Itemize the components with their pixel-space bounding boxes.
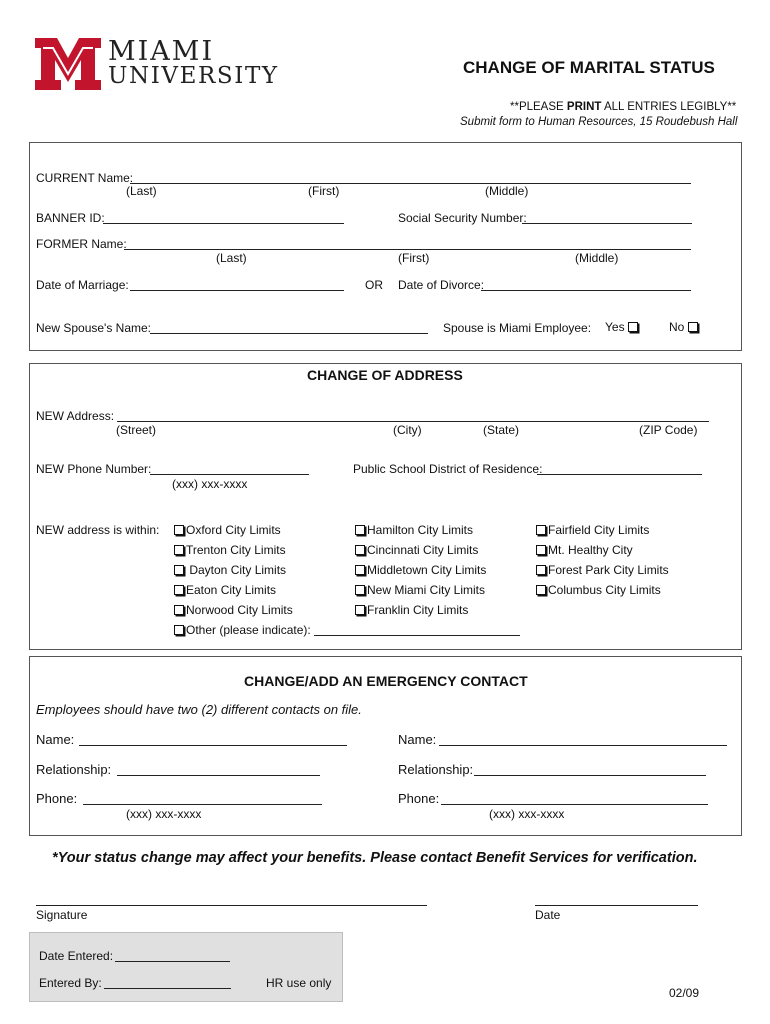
hr-use-only-box [29,932,343,1002]
spouse-employee-no[interactable]: No [669,320,700,334]
current-middle-label: (Middle) [485,184,529,198]
checkbox[interactable] [536,565,546,575]
checkbox[interactable] [174,585,184,595]
contact2-phone-format: (xxx) xxx-xxxx [489,807,565,821]
yes-checkbox[interactable] [628,322,638,332]
no-checkbox[interactable] [688,322,698,332]
form-title: CHANGE OF MARITAL STATUS [463,58,715,77]
city-option[interactable]: Franklin City Limits [355,603,468,617]
new-spouse-field[interactable] [150,333,428,334]
checkbox[interactable] [174,625,184,635]
banner-id-label: BANNER ID: [36,211,105,225]
former-last-label: (Last) [216,251,247,265]
form-version: 02/09 [669,986,700,1000]
checkbox[interactable] [174,565,184,575]
address-within-label: NEW address is within: [36,523,160,537]
new-phone-label: NEW Phone Number: [36,462,152,476]
benefits-warning: *Your status change may affect your benefits. Please contact Benefit Services for verification. [52,850,698,866]
contact2-phone-field[interactable] [441,804,708,805]
city-option[interactable]: Hamilton City Limits [355,523,473,537]
former-first-label: (First) [398,251,430,265]
or-label: OR [365,278,383,292]
contact2-name-label: Name: [398,732,437,747]
city-option[interactable]: Norwood City Limits [174,603,293,617]
emergency-note: Employees should have two (2) different contacts on file. [36,702,362,717]
date-of-divorce-field[interactable] [481,290,691,291]
date-of-marriage-label: Date of Marriage: [36,278,129,292]
print-instruction: **PLEASE PRINT ALL ENTRIES LEGIBLY** [510,101,737,113]
contact2-phone-label: Phone: [398,791,440,806]
school-district-field[interactable] [537,474,702,475]
current-name-field[interactable] [130,183,691,184]
checkbox[interactable] [355,605,365,615]
checkbox[interactable] [355,565,365,575]
city-option[interactable]: New Miami City Limits [355,583,485,597]
checkbox[interactable] [536,585,546,595]
contact1-relationship-field[interactable] [117,775,320,776]
logo-text-miami: MIAMI [108,36,215,67]
hr-use-only-label: HR use only [266,976,332,990]
checkbox[interactable] [536,525,546,535]
spouse-employee-label: Spouse is Miami Employee: [443,321,592,335]
new-address-label: NEW Address: [36,409,115,423]
entered-by-label: Entered By: [39,976,102,990]
contact1-phone-field[interactable] [83,804,322,805]
current-last-label: (Last) [126,184,157,198]
contact1-phone-label: Phone: [36,791,78,806]
city-option[interactable]: Middletown City Limits [355,563,486,577]
new-address-field[interactable] [117,421,709,422]
spouse-employee-yes[interactable]: Yes [605,320,640,334]
signature-field[interactable] [36,905,427,906]
ssn-field[interactable] [522,223,692,224]
date-label: Date [535,908,561,922]
city-option[interactable]: Dayton City Limits [174,563,286,577]
contact1-relationship-label: Relationship: [36,762,112,777]
contact1-phone-format: (xxx) xxx-xxxx [126,807,202,821]
contact1-name-field[interactable] [79,745,347,746]
street-label: (Street) [116,423,157,437]
date-entered-field[interactable] [115,961,230,962]
new-phone-field[interactable] [150,474,309,475]
state-label: (State) [483,423,520,437]
zip-label: (ZIP Code) [639,423,698,437]
banner-id-field[interactable] [103,223,344,224]
city-option[interactable]: Trenton City Limits [174,543,286,557]
date-of-marriage-field[interactable] [130,290,344,291]
miami-m-logo-icon [35,38,101,90]
city-option[interactable]: Columbus City Limits [536,583,661,597]
logo-text-university: UNIVERSITY [108,63,279,89]
city-option[interactable]: Fairfield City Limits [536,523,649,537]
new-phone-format: (xxx) xxx-xxxx [172,477,248,491]
submit-instruction: Submit form to Human Resources, 15 Roudebush Hall [460,116,738,128]
contact2-relationship-label: Relationship: [398,762,474,777]
contact2-name-field[interactable] [439,745,727,746]
ssn-label: Social Security Number: [398,211,527,225]
checkbox[interactable] [174,605,184,615]
current-first-label: (First) [308,184,340,198]
new-spouse-label: New Spouse's Name: [36,321,152,335]
address-section-title: CHANGE OF ADDRESS [307,367,463,383]
other-field[interactable] [314,635,520,636]
checkbox[interactable] [174,525,184,535]
former-middle-label: (Middle) [575,251,619,265]
city-option[interactable]: Mt. Healthy City [536,543,633,557]
date-of-divorce-label: Date of Divorce: [398,278,485,292]
date-entered-label: Date Entered: [39,949,114,963]
former-name-field[interactable] [124,249,691,250]
city-option[interactable]: Oxford City Limits [174,523,281,537]
signature-label: Signature [36,908,88,922]
city-option[interactable]: Forest Park City Limits [536,563,669,577]
entered-by-field[interactable] [104,988,231,989]
city-option[interactable]: Eaton City Limits [174,583,276,597]
checkbox[interactable] [174,545,184,555]
city-label: (City) [393,423,422,437]
contact1-name-label: Name: [36,732,75,747]
checkbox[interactable] [355,545,365,555]
current-name-label: CURRENT Name: [36,171,134,185]
city-option[interactable]: Cincinnati City Limits [355,543,478,557]
checkbox[interactable] [355,585,365,595]
contact2-relationship-field[interactable] [474,775,706,776]
checkbox[interactable] [355,525,365,535]
former-name-label: FORMER Name: [36,237,127,251]
date-field[interactable] [535,905,698,906]
school-district-label: Public School District of Residence: [353,462,543,476]
checkbox[interactable] [536,545,546,555]
emergency-section-title: CHANGE/ADD AN EMERGENCY CONTACT [244,673,528,689]
other-option[interactable]: Other (please indicate): [174,623,311,637]
